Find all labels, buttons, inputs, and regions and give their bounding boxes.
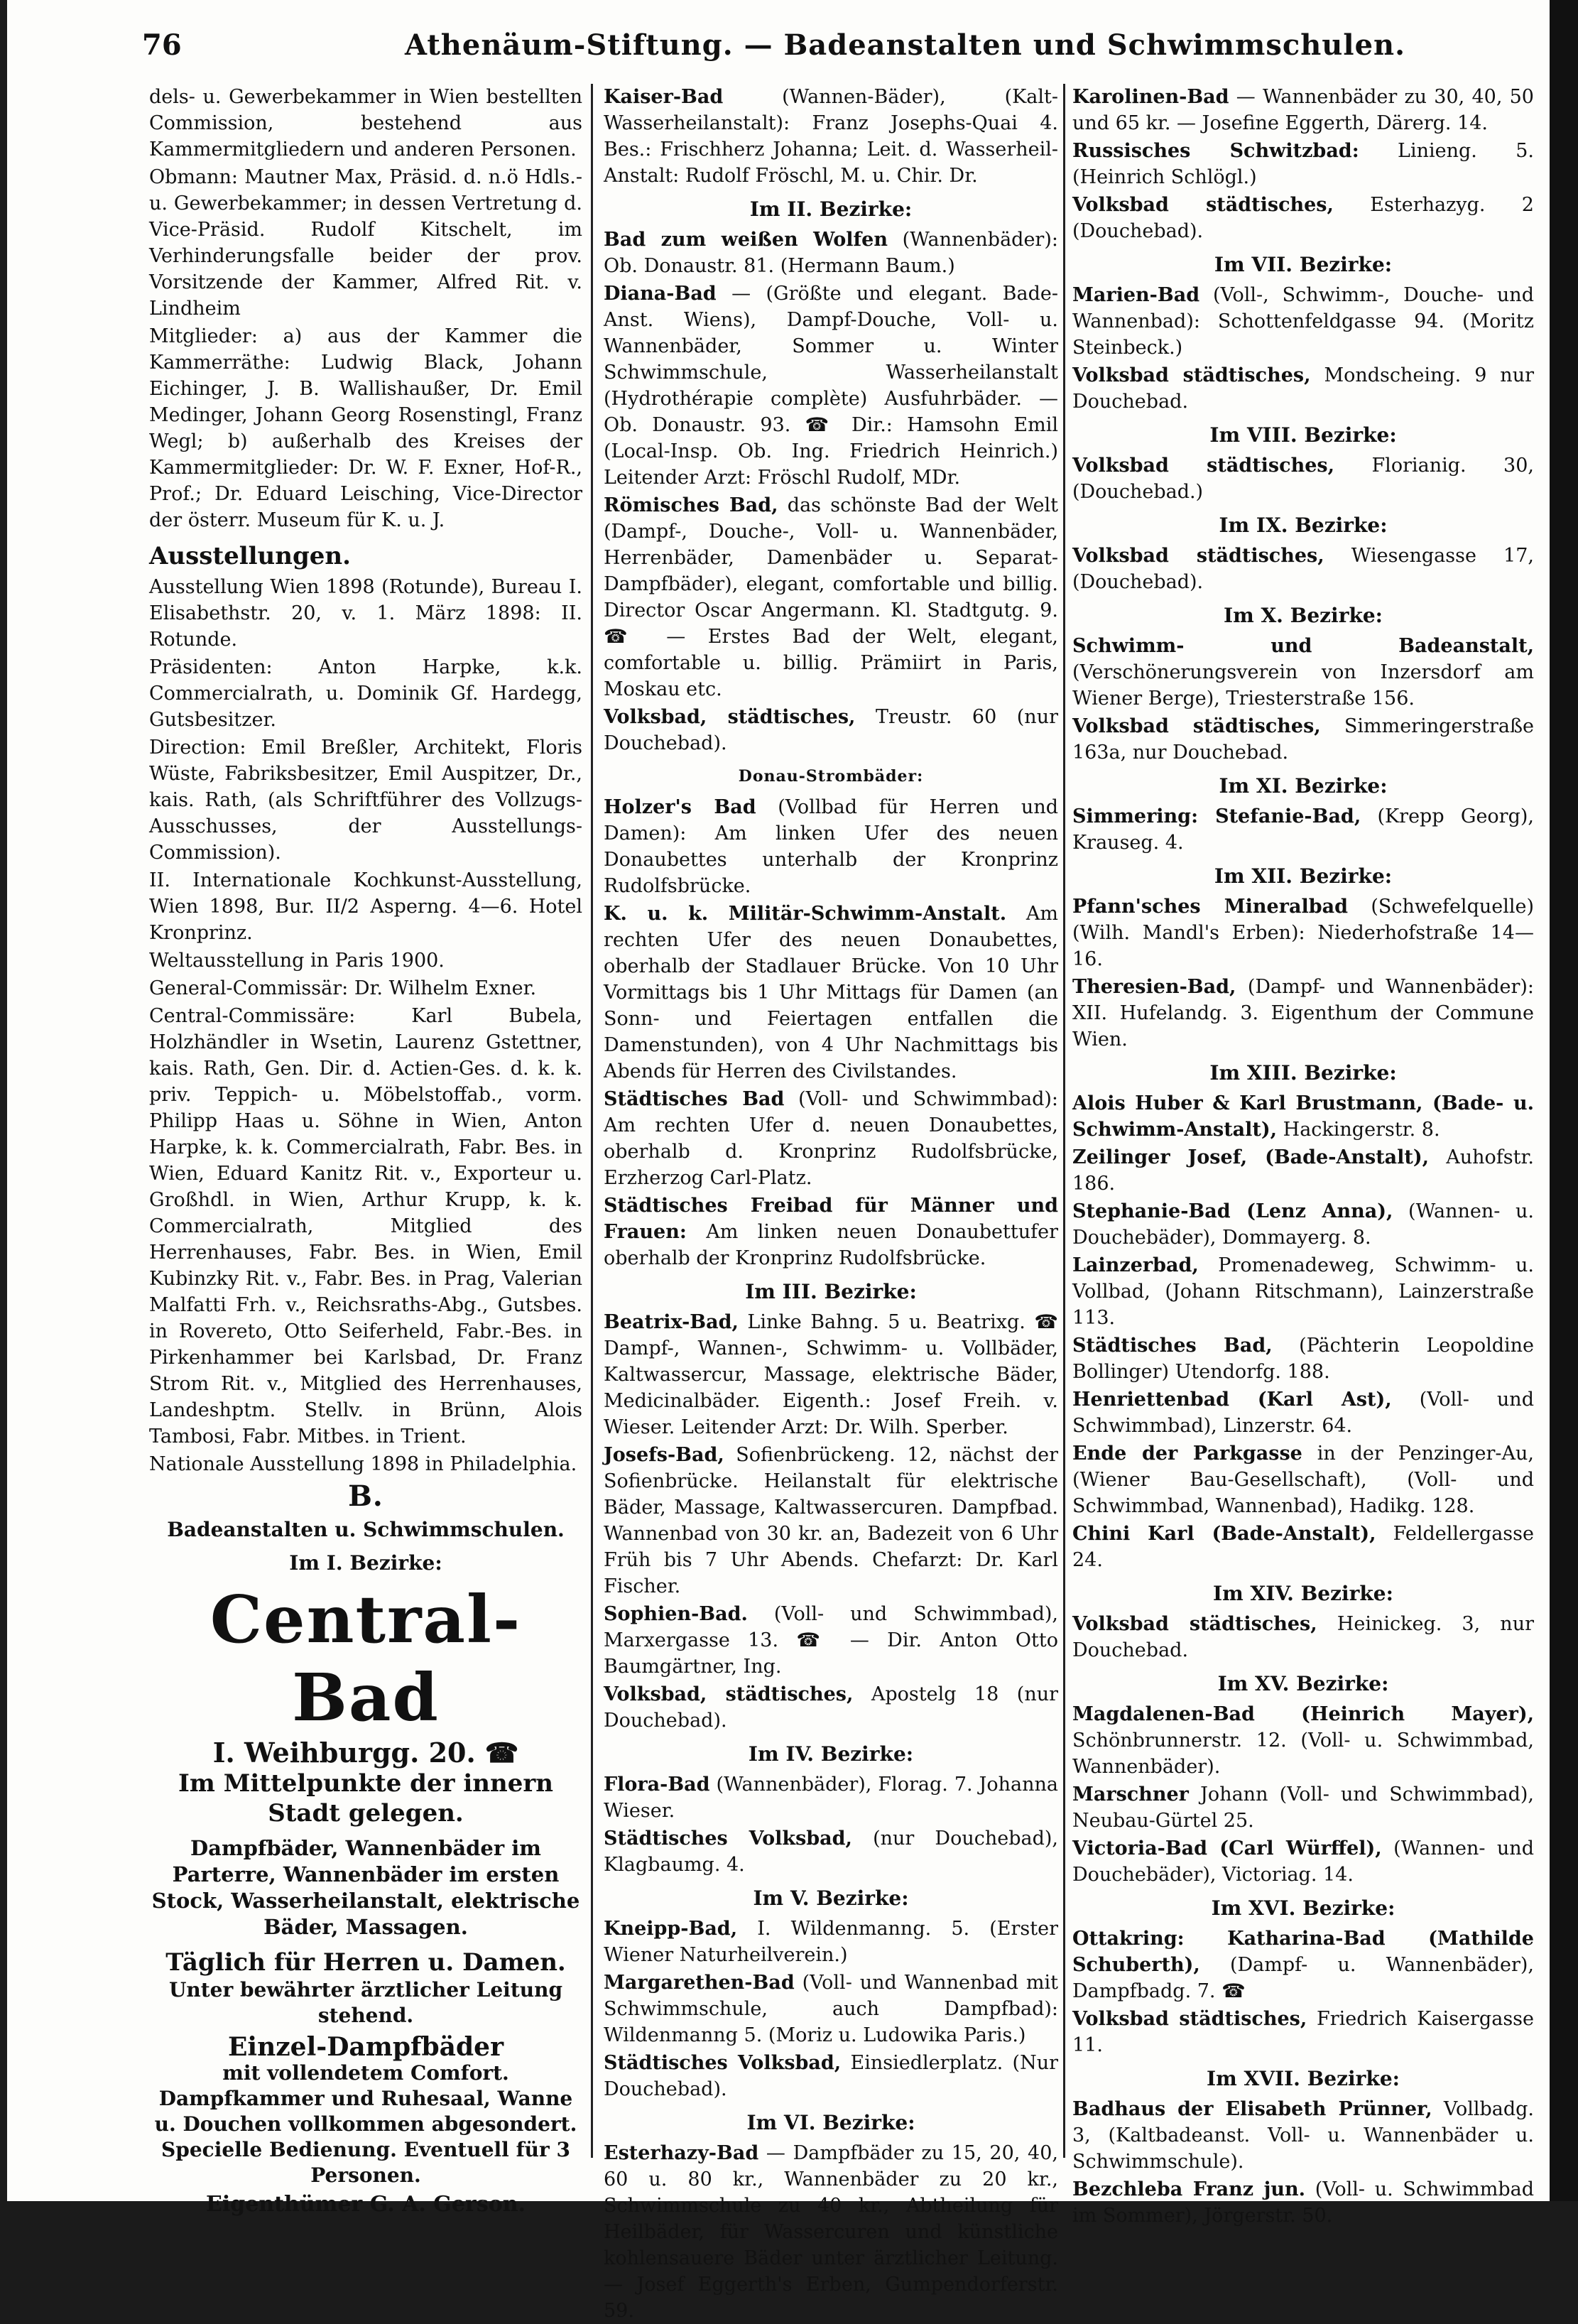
entry-name: Sophien-Bad. <box>604 1603 748 1625</box>
entry-name: Stephanie-Bad (Lenz Anna), <box>1072 1200 1393 1222</box>
entry-text: Johann (Voll- und Schwimmbad), Neubau-Gürtel 25. <box>1072 1783 1534 1832</box>
entry-text: (Krepp Georg), Krauseg. 4. <box>1072 805 1534 854</box>
entry-name: Kneipp-Bad, <box>604 1918 738 1940</box>
entry-text: Einsiedlerplatz. (Nur Douchebad). <box>604 2052 1059 2100</box>
entry-name: Bezchleba Franz jun. <box>1072 2178 1306 2200</box>
list-item <box>1072 1440 1534 1519</box>
list-item <box>1072 1926 1534 2004</box>
subsection-heading: Donau-Strombäder: <box>738 767 924 786</box>
entry-name: Karolinen-Bad <box>1072 86 1229 108</box>
entry-text: Simmeringerstraße 163a, nur Douchebad. <box>1072 715 1534 764</box>
list-item <box>604 1970 1058 2048</box>
list-item <box>1072 1781 1534 1834</box>
entry-name: Volksbad städtisches, <box>1072 545 1324 567</box>
entry-name: Volksbad städtisches, <box>1072 455 1334 477</box>
entry-text: Esterhazyg. 2 (Douchebad). <box>1072 194 1534 242</box>
list-item: Nationale Ausstellung 1898 in Philadelphia. <box>149 1453 577 1475</box>
page-number: 76 <box>142 28 182 62</box>
ad-subtitle: Einzel-Dampfbäder <box>227 2032 504 2062</box>
list-item <box>1072 1144 1534 1197</box>
list-item <box>604 2140 1058 2324</box>
list-item <box>604 1681 1058 1734</box>
list-item <box>1072 1835 1534 1888</box>
entry-text: — Wannenbäder zu 30, 40, 50 und 65 kr. — Josefine Eggerth, Därerg. 14. <box>1072 86 1534 134</box>
list-item <box>1072 1701 1534 1780</box>
list-item <box>604 1771 1058 1824</box>
entry-name: Henriettenbad (Karl Ast), <box>1072 1389 1392 1411</box>
list-item <box>1072 84 1534 136</box>
entry-name: Russisches Schwitzbad: <box>1072 140 1359 162</box>
entry-name: Volksbad städtisches, <box>1072 2008 1307 2030</box>
list-item <box>604 794 1058 899</box>
ad-body: mit vollendetem Comfort. Dampfkammer und Ruhesaal, Wanne u. Douchen vollkommen abgesondert. Specielle Bedienung. Eventuell für 3 Personen. <box>154 2061 577 2187</box>
list-item: Ausstellung Wien 1898 (Rotunde), Bureau I. Elisabethstr. 20, v. 1. März 1898: II. Rotunde. <box>149 576 582 651</box>
entry-name: Bad zum weißen Wolfen <box>604 229 888 251</box>
list-item <box>1072 1386 1534 1439</box>
entry-name: Schwimm- und Badeanstalt, <box>1072 635 1534 657</box>
district-heading: Im VII. Bezirke: <box>1214 253 1393 276</box>
entry-text: Linke Bahng. 5 u. Beatrixg. ☎ Dampf-, Wannen-, Schwimm- u. Vollbäder, Kaltwassercur, Massage, elektrische Bäder, Medicinalbäder. Eigenth.: Josef Freih. v. Wieser. Leitender Arzt: Dr. Wilh. Sperber. <box>604 1311 1058 1438</box>
district-heading: Im III. Bezirke: <box>745 1280 917 1303</box>
entry-name: Diana-Bad <box>604 283 717 305</box>
entry-text: (Voll- und Schwimmbad): Am rechten Ufer d. neuen Donaubettes, oberhalb d. Kronprinz Rudolfsbrücke, Erzherzog Carl-Platz. <box>604 1088 1058 1189</box>
district-heading: Im V. Bezirke: <box>753 1886 909 1910</box>
entry-text: I. Wildenmanng. 5. (Erster Wiener Naturheilverein.) <box>604 1918 1058 1966</box>
entry-name: Volksbad, städtisches, <box>604 1683 854 1705</box>
entry-name: Zeilinger Josef, (Bade-Anstalt), <box>1072 1146 1430 1168</box>
entry-name: Pfann'sches Mineralbad <box>1072 896 1348 918</box>
district-heading: Im XI. Bezirke: <box>1219 774 1388 798</box>
list-item <box>1072 2176 1534 2229</box>
ad-title: Central-Bad <box>210 1581 522 1736</box>
book-page <box>7 0 1550 2322</box>
list-item <box>604 704 1058 756</box>
section-heading: Ausstellungen. <box>149 542 351 570</box>
list-item <box>604 901 1058 1085</box>
column-middle <box>604 84 1059 2322</box>
list-item <box>604 1442 1058 1600</box>
entry-name: Volksbad städtisches, <box>1072 194 1334 216</box>
entry-text: Heinickeg. 3, nur Douchebad. <box>1072 1613 1534 1661</box>
entry-text: (Wannenbäder): Ob. Donaustr. 81. (Hermann Baum.) <box>604 229 1058 277</box>
running-title: Athenäum-Stiftung. — Badeanstalten und Schwimmschulen. <box>405 28 1406 62</box>
entry-name: Städtisches Volksbad, <box>604 2052 842 2074</box>
entry-text: — Dampfbäder zu 15, 20, 40, 60 u. 80 kr., Wannenbäder zu 20 kr., Schwimmschule zu 40 kr., Abtheilung für Heilbäder, für Wassercuren und künstliche kohlensauere Bäder unter ärztlicher Leitung. — Josef Eggerth's Erben, Gumpendorferstr. 59. <box>604 2142 1058 2322</box>
list-item: Präsidenten: Anton Harpke, k.k. Commercialrath, u. Dominik Gf. Hardegg, Gutsbesitzer. <box>149 656 582 731</box>
entry-text: Friedrich Kaisergasse 11. <box>1072 2008 1535 2056</box>
district-heading: Im X. Bezirke: <box>1223 604 1383 627</box>
entry-name: Margarethen-Bad <box>604 1972 795 1994</box>
page-header <box>142 28 1420 71</box>
ad-line: Täglich für Herren u. Damen. <box>165 1948 566 1977</box>
ad-body: Dampfbäder, Wannenbäder im Parterre, Wannenbäder im ersten Stock, Wasserheilanstalt, elektrische Bäder, Massagen. <box>151 1836 580 1939</box>
entry-text: Florianig. 30, (Douchebad.) <box>1072 455 1534 503</box>
list-item <box>1072 2096 1534 2175</box>
list-item <box>1072 543 1534 595</box>
district-heading: Im VI. Bezirke: <box>746 2111 915 2134</box>
list-item <box>604 2050 1058 2102</box>
list-item: II. Internationale Kochkunst-Ausstellung, Wien 1898, Bur. II/2 Asperng. 4—6. Hotel Kronprinz. <box>149 869 582 944</box>
ad-line: Im Mittelpunkte der innern Stadt gelegen. <box>178 1769 553 1828</box>
list-item <box>1072 452 1534 505</box>
paragraph: Mitglieder: a) aus der Kammer die Kammerräthe: Ludwig Black, Johann Eichinger, J. B. Wallishaußer, Dr. Emil Medinger, Johann Georg Rosenstingl, Franz Wegl; b) außerhalb des Kreises der Kammermitglieder: Dr. W. F. Exner, Hof-R., Prof.; Dr. Eduard Leisching, Vice-Director der österr. Museum für K. u. J. <box>149 325 582 531</box>
list-item <box>604 1825 1058 1878</box>
entry-text: (Vollbad für Herren und Damen): Am linken Ufer des neuen Donaubettes unterhalb der Kronprinz Rudolfsbrücke. <box>604 796 1058 897</box>
entry-text: — (Größte und elegant. Bade-Anst. Wiens), Dampf-Douche, Voll- u. Wannenbäder, Sommer u. Winter Schwimmschule, Wasserheilanstalt (Hydrothérapie complète) Ausfuhrbäder. — Ob. Donaustr. 93. ☎ Dir.: Hamsohn Emil (Local-Insp. Ob. Ing. Friedrich Heinrich.) Leitender Arzt: Fröschl Rudolf, MDr. <box>604 283 1058 489</box>
entry-text: Apostelg 18 (nur Douchebad). <box>604 1683 1058 1732</box>
list-item: Central-Commissäre: Karl Bubela, Holzhändler in Wsetin, Laurenz Gstettner, kais. Rath, Gen. Dir. d. Actien-Ges. d. k. k. priv. Teppich- u. Möbelstoffab., vorm. Philipp Haas u. Söhne in Wien, Anton Harpke, k. k. Commercialrath, Fabr. Bes. in Wien, Eduard Kanitz Rit. v., Exporteur u. Großhdl. in Wien, Arthur Krupp, k. k. Commercialrath, Mitglied des Herrenhauses, Fabr. Bes. in Wien, Emil Kubinzky Rit. v., Fabr. Bes. in Prag, Valerian Malfatti Frh. v., Reichsraths-Abg., Gutsbes. in Rovereto, Otto Seiferheld, Fabr.-Bes. in Pirkenhammer bei Karlsbad, Dr. Franz Strom Rit. v., Mitglied des Herrenhauses, Landeshptm. Stellv. in Brünn, Alois Tambosi, Fabr. Mitbes. in Trient. <box>149 1005 582 1448</box>
entry-name: Chini Karl (Bade-Anstalt), <box>1072 1523 1376 1545</box>
district-heading: Im I. Bezirke: <box>289 1551 442 1575</box>
list-item <box>1072 362 1534 415</box>
list-item: Direction: Emil Breßler, Architekt, Floris Wüste, Fabriksbesitzer, Emil Auspitzer, Dr., kais. Rath, (als Schriftführer des Vollzugs-Ausschusses, der Ausstellungs-Commission). <box>149 737 582 864</box>
entry-name: Städtisches Bad, <box>1072 1335 1273 1357</box>
entry-name: Magdalenen-Bad (Heinrich Mayer), <box>1072 1703 1534 1725</box>
entry-text: Feldellergasse 24. <box>1072 1523 1534 1571</box>
entry-name: Holzer's Bad <box>604 796 756 818</box>
district-heading: Im XVI. Bezirke: <box>1211 1896 1395 1920</box>
list-item <box>604 84 1058 189</box>
entry-name: Marien-Bad <box>1072 284 1200 306</box>
entry-text: Auhofstr. 186. <box>1072 1146 1534 1195</box>
entry-text: Treustr. 60 (nur Douchebad). <box>604 706 1058 754</box>
section-letter: B. <box>348 1479 383 1513</box>
entry-name: Volksbad, städtisches, <box>604 706 856 728</box>
column-rule <box>591 84 593 2158</box>
entry-name: Alois Huber & Karl Brustmann, (Bade- u. Schwimm-Anstalt), <box>1072 1092 1534 1141</box>
entry-text: (Dampf- u. Wannenbäder), Dampfbadg. 7. ☎ <box>1072 1954 1534 2002</box>
entry-text: Promenadeweg, Schwimm- u. Vollbad, (Johann Ritschmann), Lainzerstraße 113. <box>1072 1254 1534 1329</box>
entry-text: Sofienbrückeng. 12, nächst der Sofienbrücke. Heilanstalt für elektrische Bäder, Massage, Kaltwassercuren. Dampfbad. Wannenbad von 30 kr. an, Badezeit von 6 Uhr Früh bis 7 Uhr Abends. Chefarzt: Dr. Karl Fischer. <box>604 1444 1058 1597</box>
entry-name: Badhaus der Elisabeth Prünner, <box>1072 2098 1432 2120</box>
district-heading: Im VIII. Bezirke: <box>1209 423 1397 447</box>
list-item <box>1072 282 1534 361</box>
entry-text: (nur Douchebad), Klagbaumg. 4. <box>604 1828 1058 1876</box>
column-right <box>1072 84 1535 2227</box>
list-item <box>1072 1521 1534 1573</box>
list-item <box>604 492 1058 702</box>
entry-text: (Wannen- u. Douchebäder), Dommayerg. 8. <box>1072 1200 1534 1249</box>
paragraph: dels- u. Gewerbekammer in Wien bestellten Commission, bestehend aus Kammermitgliedern und anderen Personen. <box>149 86 582 161</box>
entry-name: Beatrix-Bad, <box>604 1311 739 1333</box>
district-heading: Im XIV. Bezirke: <box>1213 1582 1393 1605</box>
district-heading: Im IX. Bezirke: <box>1219 514 1388 537</box>
entry-text: (Voll- und Schwimmbad), Linzerstr. 64. <box>1072 1389 1534 1437</box>
entry-name: Kaiser-Bad <box>604 86 724 108</box>
list-item <box>1072 633 1534 712</box>
column-left <box>149 84 582 2217</box>
entry-name: Ende der Parkgasse <box>1072 1443 1302 1465</box>
list-item: General-Commissär: Dr. Wilhelm Exner. <box>149 977 537 999</box>
ad-address: I. Weihburgg. 20. ☎ <box>212 1737 519 1769</box>
list-item <box>1072 192 1534 244</box>
entry-name: Städtisches Bad <box>604 1088 785 1110</box>
entry-text: (Wannen- und Douchebäder), Victoriag. 14. <box>1072 1837 1534 1886</box>
entry-name: Städtisches Volksbad, <box>604 1828 852 1850</box>
list-item <box>1072 894 1534 972</box>
entry-text: (Voll-, Schwimm-, Douche- und Wannenbad): Schottenfeldgasse 94. (Moritz Steinbeck.) <box>1072 284 1534 359</box>
entry-name: Josefs-Bad, <box>604 1444 724 1466</box>
list-item <box>1072 138 1534 190</box>
entry-text: (Pächterin Leopoldine Bollinger) Utendorfg. 188. <box>1072 1335 1534 1383</box>
entry-name: K. u. k. Militär-Schwimm-Anstalt. <box>604 903 1007 925</box>
entry-text: (Schwefelquelle) (Wilh. Mandl's Erben): Niederhofstraße 14—16. <box>1072 896 1534 970</box>
entry-name: Städtisches Freibad für Männer und Frauen: <box>604 1195 1058 1243</box>
entry-text: (Voll- und Schwimmbad), Marxergasse 13. ☎ — Dir. Anton Otto Baumgärtner, Ing. <box>604 1603 1058 1678</box>
entry-text: Hackingerstr. 8. <box>1283 1119 1440 1141</box>
list-item <box>1072 713 1534 766</box>
entry-name: Marschner <box>1072 1783 1189 1806</box>
list-item <box>1072 2006 1534 2058</box>
district-heading: Im II. Bezirke: <box>749 197 913 221</box>
entry-name: Lainzerbad, <box>1072 1254 1199 1276</box>
list-item <box>1072 1252 1534 1331</box>
list-item <box>1072 974 1534 1053</box>
list-item <box>1072 1090 1534 1143</box>
entry-text: Linieng. 5. (Heinrich Schlögl.) <box>1072 140 1534 188</box>
list-item <box>604 281 1058 491</box>
entry-name: Ottakring: Katharina-Bad (Mathilde Schuberth), <box>1072 1928 1534 1976</box>
list-item <box>1072 803 1534 856</box>
entry-text: in der Penzinger-Au, (Wiener Bau-Gesellschaft), (Voll- und Schwimmbad, Wannenbad), Hadikg. 128. <box>1072 1443 1534 1517</box>
entry-text: Am rechten Ufer des neuen Donaubettes, oberhalb der Stadlauer Brücke. Von 10 Uhr Vormittags bis 1 Uhr Mittags für Damen (an Sonn- und Feiertagen entfallen die Damenstunden), von 4 Uhr Nachmittags bis Abends für Herren des Civilstandes. <box>604 903 1058 1082</box>
list-item <box>604 1601 1058 1680</box>
ad-owner: Eigenthümer G. A. Gerson. <box>206 2192 526 2217</box>
list-item <box>604 1309 1058 1440</box>
entry-name: Römisches Bad, <box>604 494 778 516</box>
list-item <box>1072 1332 1534 1385</box>
district-heading: Im XII. Bezirke: <box>1214 864 1393 888</box>
list-item <box>1072 1198 1534 1251</box>
list-item <box>604 1916 1058 1968</box>
entry-text: Wiesengasse 17, (Douchebad). <box>1072 545 1534 593</box>
entry-name: Flora-Bad <box>604 1774 710 1796</box>
entry-text: (Wannenbäder), Florag. 7. Johanna Wieser. <box>604 1774 1058 1822</box>
district-heading: Im XV. Bezirke: <box>1217 1672 1389 1695</box>
entry-name: Volksbad städtisches, <box>1072 1613 1317 1635</box>
list-item: Weltausstellung in Paris 1900. <box>149 950 445 972</box>
entry-name: Volksbad städtisches, <box>1072 715 1321 737</box>
entry-text: das schönste Bad der Welt (Dampf-, Douche-, Voll- u. Wannenbäder, Herrenbäder, Damenbäder u. Separat-Dampfbäder), elegant, comfortable und billig. Director Oscar Angermann. Kl. Stadtgutg. 9. ☎ — Erstes Bad der Welt, elegant, comfortable u. billig. Prämiirt in Paris, Moskau etc. <box>604 494 1058 700</box>
district-heading: Im XIII. Bezirke: <box>1209 1061 1397 1085</box>
entry-text: Am linken neuen Donaubettufer oberhalb der Kronprinz Rudolfsbrücke. <box>604 1221 1058 1269</box>
list-item <box>604 227 1058 279</box>
list-item <box>604 1193 1058 1271</box>
list-item <box>1072 1611 1534 1663</box>
entry-text: Schönbrunnerstr. 12. (Voll- u. Schwimmbad, Wannenbäder). <box>1072 1730 1534 1778</box>
entry-text: Vollbadg. 3, (Kaltbadeanst. Voll- u. Wannenbäder u. Schwimmschule). <box>1072 2098 1534 2173</box>
ad-line: Unter bewährter ärztlicher Leitung stehend. <box>168 1978 563 2027</box>
list-item <box>604 1086 1058 1191</box>
entry-name: Esterhazy-Bad <box>604 2142 759 2164</box>
entry-text: Mondscheing. 9 nur Douchebad. <box>1072 364 1534 413</box>
entry-text: (Verschönerungsverein von Inzersdorf am Wiener Berge), Triesterstraße 156. <box>1072 661 1534 710</box>
scan-edge <box>1550 0 1578 2201</box>
paragraph: Obmann: Mautner Max, Präsid. d. n.ö Hdls.- u. Gewerbekammer; in dessen Vertretung d. Vice-Präsid. Rudolf Kitschelt, im Verhinderungsfalle beider der prov. Vorsitzende der Kammer, Alfred Rit. v. Lindheim <box>149 166 582 320</box>
entry-text: (Voll- und Wannenbad mit Schwimmschule, auch Dampfbad): Wildenmanng 5. (Moriz u. Ludowika Paris.) <box>604 1972 1058 2046</box>
entry-text: (Voll- u. Schwimmbad im Sommer), Jörgerstr. 50. <box>1072 2178 1534 2227</box>
entry-name: Victoria-Bad (Carl Würffel), <box>1072 1837 1382 1859</box>
entry-name: Theresien-Bad, <box>1072 976 1236 998</box>
entry-name: Volksbad städtisches, <box>1072 364 1311 386</box>
entry-text: (Dampf- und Wannenbäder): XII. Hufelandg. 3. Eigenthum der Commune Wien. <box>1072 976 1534 1050</box>
entry-text: (Wannen-Bäder), (Kalt-Wasserheilanstalt): Franz Josephs-Quai 4. Bes.: Frischherz Johanna; Leit. d. Wasserheil-Anstalt: Rudolf Fröschl, M. u. Chir. Dr. <box>604 86 1058 187</box>
district-heading: Im IV. Bezirke: <box>748 1742 914 1766</box>
advertisement <box>149 1580 582 2217</box>
column-rule <box>1063 84 1065 2158</box>
section-heading: Badeanstalten u. Schwimmschulen. <box>167 1518 565 1541</box>
district-heading: Im XVII. Bezirke: <box>1207 2067 1400 2090</box>
entry-name: Simmering: Stefanie-Bad, <box>1072 805 1361 827</box>
